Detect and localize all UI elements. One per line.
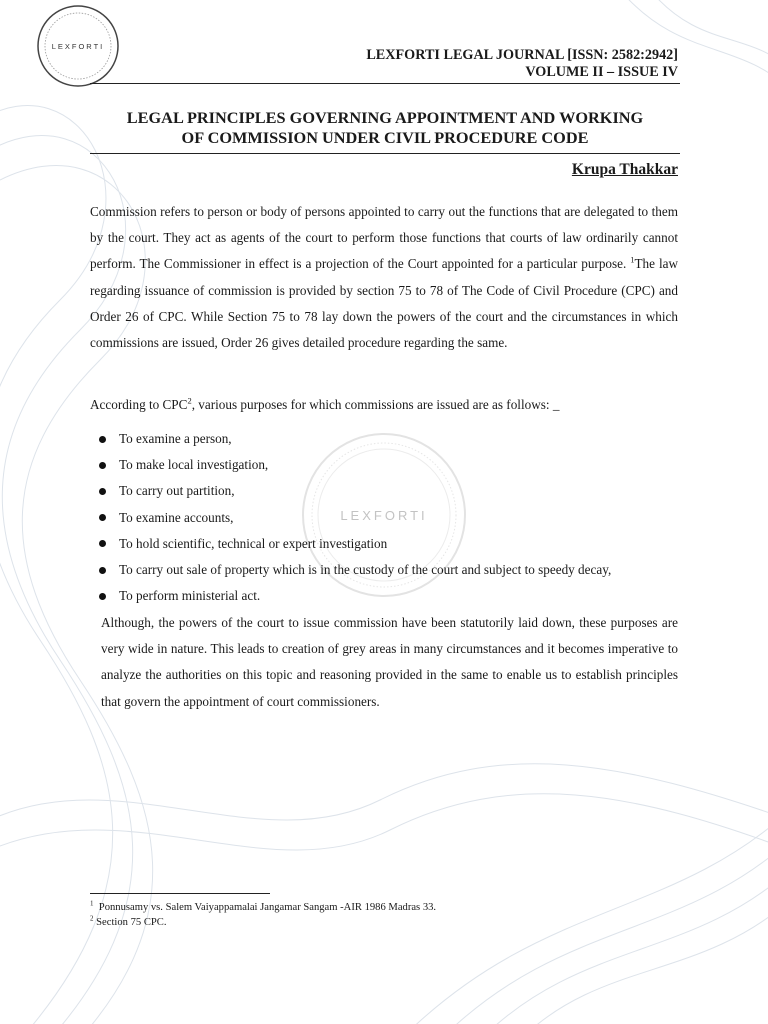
article-title-line-1: LEGAL PRINCIPLES GOVERNING APPOINTMENT AND WORKING xyxy=(126,108,644,127)
list-item-text: To make local investigation, xyxy=(119,457,269,473)
footnote-number: 2 xyxy=(90,914,94,923)
paragraph-text: The law regarding issuance of commission is provided by section 75 to 78 of The Code of Civil Procedure (CPC) and Order 26 of CPC. While Section 75 to 78 lay down the powers of the court and the circumstances in which commissions are issued, Order 26 gives detailed procedure regarding the same. xyxy=(90,256,678,351)
list-item xyxy=(90,478,690,504)
bullet-icon xyxy=(99,593,106,600)
article-title-line-2: OF COMMISSION UNDER CIVIL PROCEDURE CODE xyxy=(181,128,589,147)
article-title xyxy=(90,108,680,148)
list-item xyxy=(90,531,690,557)
list-item xyxy=(90,426,690,452)
logo-text: LEXFORTI xyxy=(51,41,105,51)
watermark-text: LEXFORTI xyxy=(340,507,428,523)
footnote-2 xyxy=(90,915,436,930)
footnote-divider xyxy=(90,893,270,894)
journal-header xyxy=(366,47,678,81)
list-item xyxy=(90,452,690,478)
bullet-icon xyxy=(99,462,106,469)
title-divider xyxy=(90,153,680,154)
list-item-text: To carry out partition, xyxy=(119,483,235,499)
body-paragraph-1 xyxy=(90,199,678,356)
list-item-text: To hold scientific, technical or expert investigation xyxy=(119,535,388,551)
list-item xyxy=(90,557,690,583)
footnote-ref-1[interactable]: 1 xyxy=(630,255,635,266)
article-author: Krupa Thakkar xyxy=(571,161,678,178)
paragraph-text: Commission refers to person or body of persons appointed to carry out the functions that are delegated to them by the court. They act as agents of the court to perform those functions that courts of law ordinarily cannot perform. The Commissioner in effect is a projection of the Court appointed for a particular purpose. xyxy=(90,204,678,272)
footnote-text: Ponnusamy vs. Salem Vaiyappamalai Jangamar Sangam -AIR 1986 Madras 33. xyxy=(98,902,437,913)
commission-purposes-list xyxy=(90,426,690,609)
paragraph-text: According to CPC xyxy=(90,397,188,412)
list-item-text: To perform ministerial act. xyxy=(119,588,261,604)
footnotes xyxy=(90,900,436,930)
lexforti-logo xyxy=(36,4,120,88)
bullet-icon xyxy=(99,567,106,574)
list-item-text: To examine accounts, xyxy=(119,509,234,525)
footnote-text: Section 75 CPC. xyxy=(96,917,167,928)
list-item-text: To examine a person, xyxy=(119,431,232,446)
body-paragraph-3: Although, the powers of the court to issue commission have been statutorily laid down, these purposes are very wide in nature. This leads to creation of grey areas in many circumstances and it becomes imperative to analyze the authorities on this topic and reasoning provided in the same to enable us to establish principles that govern the appointment of court commissioners. xyxy=(101,615,678,709)
bullet-icon xyxy=(99,540,106,547)
footnote-number: 1 xyxy=(90,899,94,908)
journal-volume: VOLUME II – ISSUE IV xyxy=(525,64,678,80)
footnote-1 xyxy=(90,900,436,915)
bullet-icon xyxy=(99,488,106,495)
list-item xyxy=(90,583,690,609)
footnote-ref-2[interactable]: 2 xyxy=(187,395,192,406)
paragraph-text: , various purposes for which commissions are issued are as follows: _ xyxy=(191,397,560,412)
header-divider xyxy=(90,83,680,84)
bullet-icon xyxy=(99,514,106,521)
list-item xyxy=(90,505,690,531)
body-paragraph-2 xyxy=(90,392,678,418)
list-item-text: To carry out sale of property which is in the custody of the court and subject to speedy decay, xyxy=(119,561,612,577)
bullet-icon xyxy=(99,436,106,443)
journal-name: LEXFORTI LEGAL JOURNAL [ISSN: 2582:2942] xyxy=(366,47,678,63)
